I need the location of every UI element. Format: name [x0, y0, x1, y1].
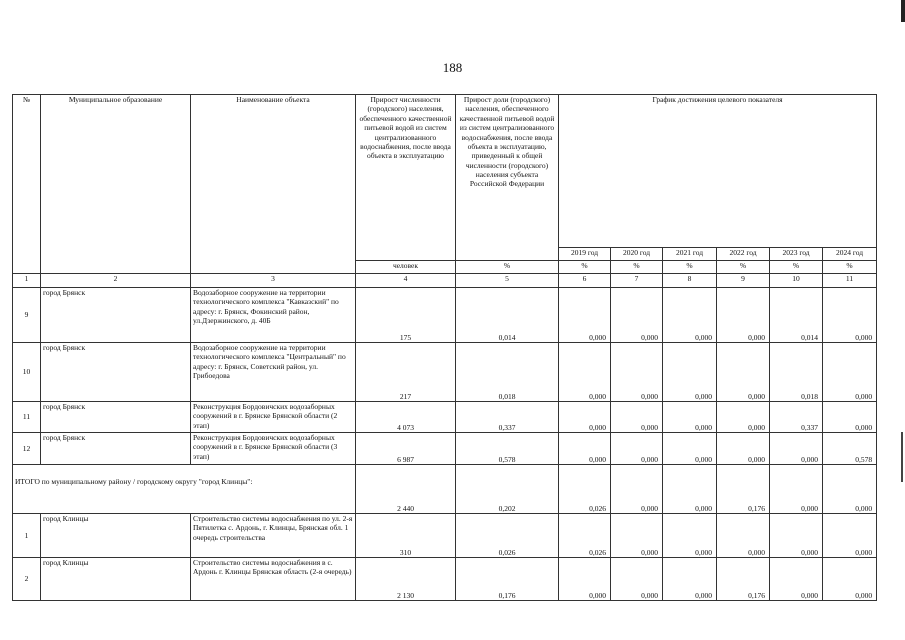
total-label: ИТОГО по муниципальному району / городскому округу "город Клинцы": — [13, 465, 356, 514]
header-year-2020: 2020 год — [611, 248, 663, 261]
column-number: 11 — [823, 274, 877, 288]
row-pop: 6 987 — [356, 433, 456, 465]
row-pop: 175 — [356, 288, 456, 343]
total-row — [13, 465, 877, 514]
row-municipality: город Брянск — [41, 343, 191, 402]
row-number: 9 — [13, 288, 41, 343]
scan-edge-mark — [901, 432, 903, 482]
row-2024: 0,000 — [823, 343, 877, 402]
header-no: № — [13, 95, 41, 274]
column-number: 8 — [663, 274, 717, 288]
unit-pct: % — [823, 261, 877, 274]
row-2019: 0,000 — [559, 343, 611, 402]
row-2021: 0,000 — [663, 558, 717, 601]
row-object: Реконструкция Бордовичских водозаборных сооружений в г. Брянске Брянской области (2 этап) — [191, 402, 356, 433]
row-2024: 0,000 — [823, 514, 877, 558]
total-2024: 0,000 — [823, 465, 877, 514]
unit-pct: % — [663, 261, 717, 274]
row-2020: 0,000 — [611, 514, 663, 558]
row-2019: 0,000 — [559, 288, 611, 343]
row-2021: 0,000 — [663, 343, 717, 402]
row-2021: 0,000 — [663, 433, 717, 465]
column-number: 4 — [356, 274, 456, 288]
row-2024: 0,578 — [823, 433, 877, 465]
header-year-2023: 2023 год — [770, 248, 823, 261]
row-2023: 0,018 — [770, 343, 823, 402]
table-row — [13, 558, 877, 601]
row-2022: 0,176 — [717, 558, 770, 601]
row-number: 1 — [13, 514, 41, 558]
row-share: 0,018 — [456, 343, 559, 402]
row-pop: 310 — [356, 514, 456, 558]
header-year-2024: 2024 год — [823, 248, 877, 261]
page-number: 188 — [442, 60, 463, 75]
column-number: 2 — [41, 274, 191, 288]
row-2022: 0,000 — [717, 514, 770, 558]
row-2022: 0,000 — [717, 288, 770, 343]
unit-pop: человек — [356, 261, 456, 274]
row-object: Строительство системы водоснабжения в с. Ардонь г. Клинцы Брянская область (2-я очередь) — [191, 558, 356, 601]
column-number: 10 — [770, 274, 823, 288]
row-2024: 0,000 — [823, 402, 877, 433]
row-2023: 0,014 — [770, 288, 823, 343]
row-object: Реконструкция Бордовичских водозаборных сооружений в г. Брянске Брянской области (3 этап) — [191, 433, 356, 465]
row-2019: 0,026 — [559, 514, 611, 558]
header-schedule: График достижения целевого показателя — [559, 95, 877, 248]
header-year-2019: 2019 год — [559, 248, 611, 261]
row-2021: 0,000 — [663, 402, 717, 433]
row-municipality: город Клинцы — [41, 514, 191, 558]
row-2024: 0,000 — [823, 288, 877, 343]
row-2019: 0,000 — [559, 558, 611, 601]
row-municipality: город Брянск — [41, 433, 191, 465]
total-2020: 0,000 — [611, 465, 663, 514]
row-pop: 4 073 — [356, 402, 456, 433]
row-2020: 0,000 — [611, 402, 663, 433]
table-row — [13, 514, 877, 558]
row-share: 0,014 — [456, 288, 559, 343]
row-municipality: город Клинцы — [41, 558, 191, 601]
unit-pct: % — [717, 261, 770, 274]
table-row — [13, 402, 877, 433]
row-share: 0,337 — [456, 402, 559, 433]
header-year-2022: 2022 год — [717, 248, 770, 261]
row-share: 0,176 — [456, 558, 559, 601]
row-2023: 0,000 — [770, 514, 823, 558]
row-2020: 0,000 — [611, 433, 663, 465]
header-object: Наименование объекта — [191, 95, 356, 274]
row-number: 11 — [13, 402, 41, 433]
total-2023: 0,000 — [770, 465, 823, 514]
row-number: 10 — [13, 343, 41, 402]
row-2019: 0,000 — [559, 433, 611, 465]
indicator-table — [12, 94, 877, 601]
header-pop-growth: Прирост численности (городского) населения, обеспеченного качественной питьевой водой из систем централизованного водоснабжения, после ввода объекта в эксплуатацию — [356, 95, 456, 261]
unit-pct: % — [559, 261, 611, 274]
row-share: 0,026 — [456, 514, 559, 558]
row-2023: 0,000 — [770, 433, 823, 465]
total-2021: 0,000 — [663, 465, 717, 514]
row-2022: 0,000 — [717, 433, 770, 465]
header-share-growth: Прирост доли (городского) населения, обеспеченного качественной питьевой водой из систем централизованного водоснабжения, после ввода объекта в эксплуатацию, приведенный к общей численности (городского) населения субъекта Российской Федерации — [456, 95, 559, 261]
column-number: 6 — [559, 274, 611, 288]
total-share: 0,202 — [456, 465, 559, 514]
row-2022: 0,000 — [717, 343, 770, 402]
row-2021: 0,000 — [663, 288, 717, 343]
row-2023: 0,337 — [770, 402, 823, 433]
scan-edge-mark — [901, 0, 905, 22]
table-row — [13, 433, 877, 465]
row-2020: 0,000 — [611, 558, 663, 601]
row-2020: 0,000 — [611, 343, 663, 402]
row-pop: 2 130 — [356, 558, 456, 601]
row-2024: 0,000 — [823, 558, 877, 601]
total-2022: 0,176 — [717, 465, 770, 514]
column-number: 9 — [717, 274, 770, 288]
header-year-2021: 2021 год — [663, 248, 717, 261]
unit-pct: % — [611, 261, 663, 274]
table-row — [13, 288, 877, 343]
header-municipality: Муниципальное образование — [41, 95, 191, 274]
column-number: 5 — [456, 274, 559, 288]
unit-pct: % — [456, 261, 559, 274]
row-share: 0,578 — [456, 433, 559, 465]
row-2022: 0,000 — [717, 402, 770, 433]
column-number: 3 — [191, 274, 356, 288]
row-object: Водозаборное сооружение на территории технологического комплекса "Центральный" по адресу: г. Брянск, Советский район, ул. Грибоедова — [191, 343, 356, 402]
column-number: 7 — [611, 274, 663, 288]
row-2023: 0,000 — [770, 558, 823, 601]
row-pop: 217 — [356, 343, 456, 402]
row-2020: 0,000 — [611, 288, 663, 343]
table-row — [13, 343, 877, 402]
row-object: Строительство системы водоснабжения по ул. 2-я Пятилетка с. Ардонь, г. Клинцы, Брянская обл. 1 очередь строительства — [191, 514, 356, 558]
unit-pct: % — [770, 261, 823, 274]
row-object: Водозаборное сооружение на территории технологического комплекса "Кавказский" по адресу: г. Брянск, Фокинский район, ул.Дзержинского, д. 40Б — [191, 288, 356, 343]
total-2019: 0,026 — [559, 465, 611, 514]
row-municipality: город Брянск — [41, 402, 191, 433]
row-number: 2 — [13, 558, 41, 601]
column-number: 1 — [13, 274, 41, 288]
row-2019: 0,000 — [559, 402, 611, 433]
total-pop: 2 440 — [356, 465, 456, 514]
row-number: 12 — [13, 433, 41, 465]
row-municipality: город Брянск — [41, 288, 191, 343]
row-2021: 0,000 — [663, 514, 717, 558]
